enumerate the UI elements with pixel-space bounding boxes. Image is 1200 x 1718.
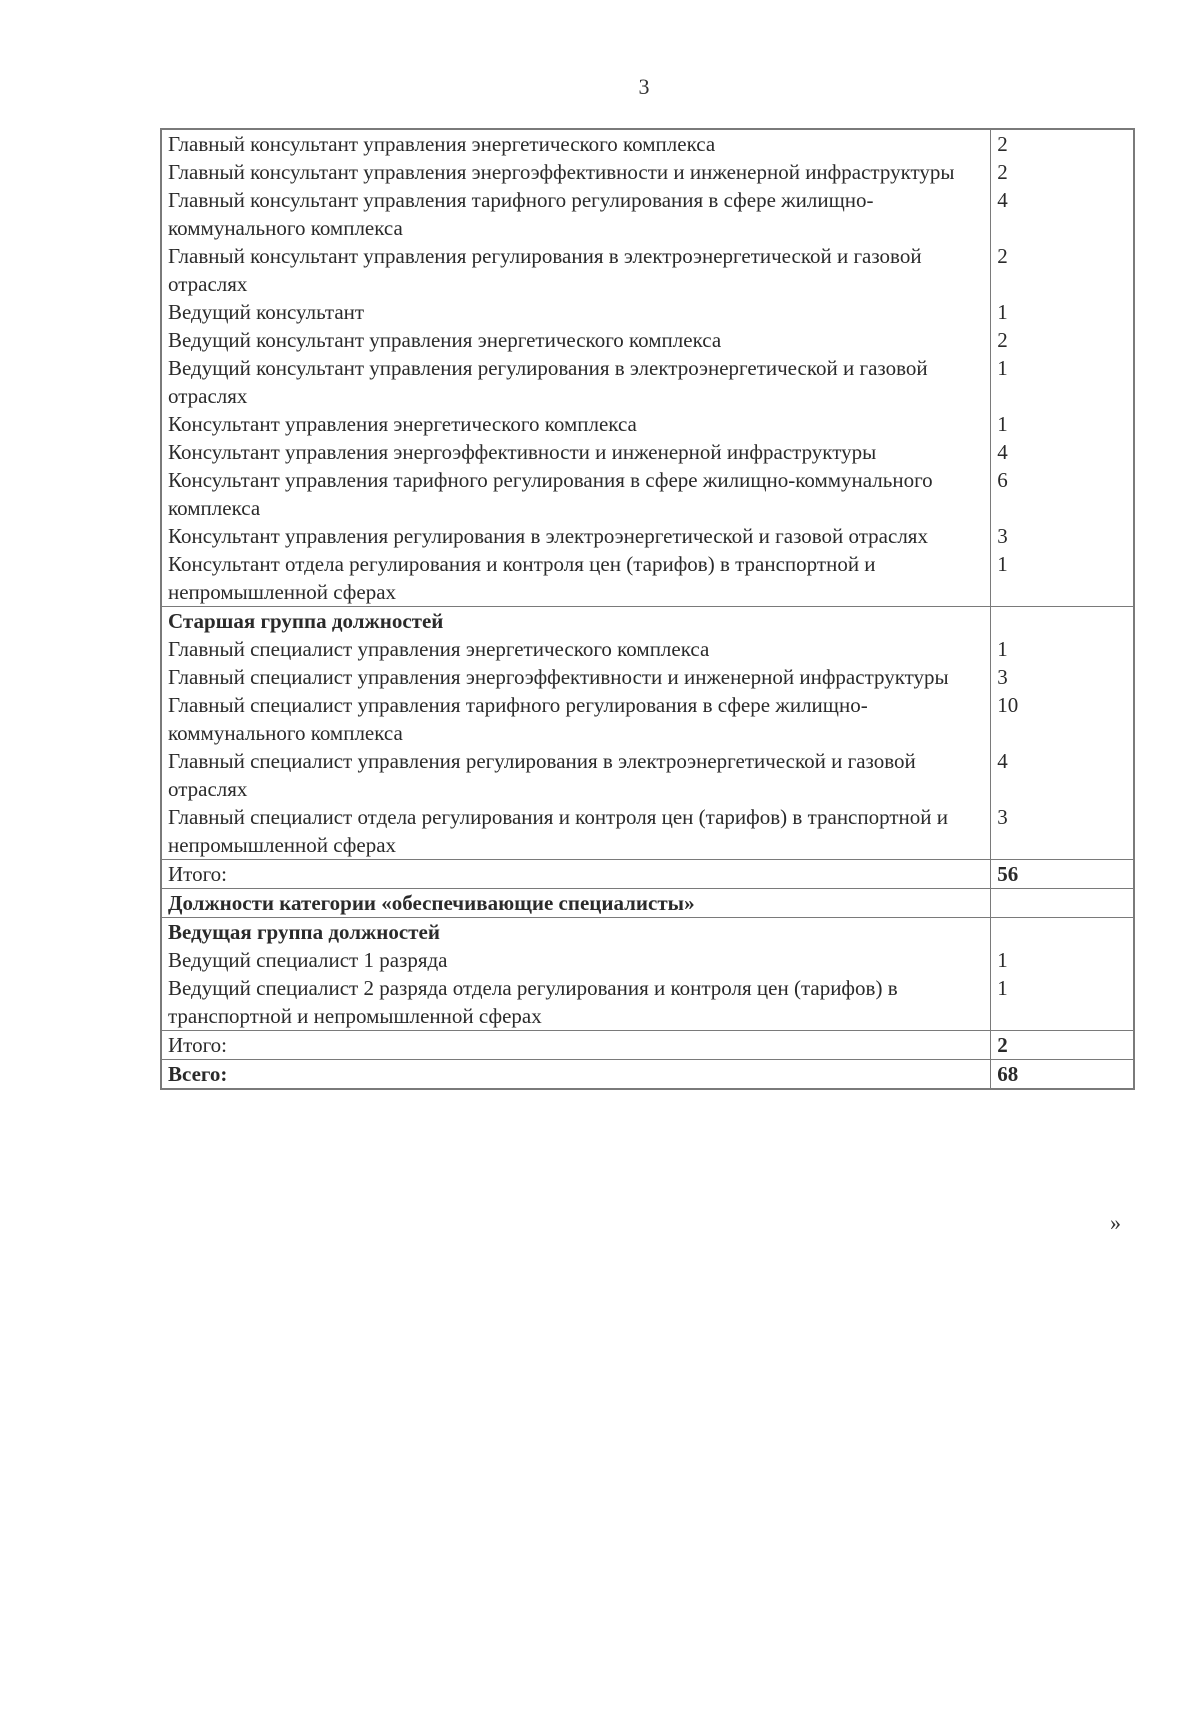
table-row	[161, 354, 1134, 410]
group-header-row	[161, 607, 1134, 636]
subtotal-row	[161, 860, 1134, 889]
position-count: 1	[997, 412, 1008, 436]
category-header: Должности категории «обеспечивающие специалисты»	[161, 889, 991, 918]
grand-total-label: Всего:	[161, 1060, 991, 1090]
position-name: Консультант управления энергоэффективности и инженерной инфраструктуры	[161, 438, 991, 466]
group-header-row	[161, 918, 1134, 947]
position-name: Главный консультант управления энергетического комплекса	[161, 129, 991, 158]
subtotal-value: 56	[991, 860, 1134, 889]
table-row	[161, 466, 1134, 522]
subtotal-label: Итого:	[161, 1031, 991, 1060]
position-count: 2	[997, 244, 1008, 268]
position-count: 4	[997, 188, 1008, 212]
position-name: Главный консультант управления регулирования в электроэнергетической и газовой отраслях	[161, 242, 991, 298]
table-row	[161, 663, 1134, 691]
subtotal-row	[161, 1031, 1134, 1060]
position-name: Главный специалист управления тарифного регулирования в сфере жилищно-коммунального комплекса	[161, 691, 991, 747]
position-name: Главный специалист отдела регулирования и контроля цен (тарифов) в транспортной и непромышленной сферах	[161, 803, 991, 860]
table-row	[161, 326, 1134, 354]
closing-quote: »	[1110, 1210, 1121, 1235]
position-count: 3	[997, 524, 1008, 548]
table-row	[161, 186, 1134, 242]
position-name: Главный специалист управления регулирования в электроэнергетической и газовой отраслях	[161, 747, 991, 803]
position-count: 2	[997, 328, 1008, 352]
position-count: 1	[997, 356, 1008, 380]
table-row	[161, 803, 1134, 860]
position-count: 4	[997, 440, 1008, 464]
position-count: 10	[997, 693, 1019, 717]
table-row	[161, 129, 1134, 158]
position-count: 4	[997, 749, 1008, 773]
staff-positions-table	[160, 128, 1135, 1090]
position-count: 1	[997, 948, 1008, 972]
position-name: Главный специалист управления энергетического комплекса	[161, 635, 991, 663]
position-name: Главный консультант управления тарифного регулирования в сфере жилищно-коммунального комплекса	[161, 186, 991, 242]
position-name: Консультант отдела регулирования и контроля цен (тарифов) в транспортной и непромышленной сферах	[161, 550, 991, 607]
group-header: Старшая группа должностей	[161, 607, 991, 636]
table-row	[161, 298, 1134, 326]
position-name: Главный консультант управления энергоэффективности и инженерной инфраструктуры	[161, 158, 991, 186]
table-row	[161, 550, 1134, 607]
position-name: Ведущий специалист 2 разряда отдела регулирования и контроля цен (тарифов) в транспортной и непромышленной сферах	[161, 974, 991, 1031]
subtotal-value: 2	[991, 1031, 1134, 1060]
position-count: 3	[997, 805, 1008, 829]
grand-total-row	[161, 1060, 1134, 1090]
position-count: 1	[997, 637, 1008, 661]
table-row	[161, 410, 1134, 438]
subtotal-label: Итого:	[161, 860, 991, 889]
position-name: Консультант управления энергетического комплекса	[161, 410, 991, 438]
position-name: Ведущий консультант управления энергетического комплекса	[161, 326, 991, 354]
table-row	[161, 635, 1134, 663]
table-row	[161, 242, 1134, 298]
position-name: Ведущий консультант	[161, 298, 991, 326]
table-row	[161, 691, 1134, 747]
group-header-count	[991, 607, 1134, 636]
position-name: Консультант управления регулирования в электроэнергетической и газовой отраслях	[161, 522, 991, 550]
table-row	[161, 438, 1134, 466]
table-row	[161, 158, 1134, 186]
position-count: 3	[997, 665, 1008, 689]
table-row	[161, 974, 1134, 1031]
position-count: 2	[997, 160, 1008, 184]
position-name: Ведущий консультант управления регулирования в электроэнергетической и газовой отраслях	[161, 354, 991, 410]
group-header: Ведущая группа должностей	[161, 918, 991, 947]
group-header-count	[991, 918, 1134, 947]
category-header-count	[991, 889, 1134, 918]
table-row	[161, 747, 1134, 803]
table-row	[161, 522, 1134, 550]
position-count: 1	[997, 300, 1008, 324]
position-count: 6	[997, 468, 1008, 492]
grand-total-value: 68	[991, 1060, 1134, 1090]
page-number: 3	[638, 74, 650, 99]
position-count: 1	[997, 976, 1008, 1000]
category-header-row	[161, 889, 1134, 918]
position-name: Консультант управления тарифного регулирования в сфере жилищно-коммунального комплекса	[161, 466, 991, 522]
position-count: 2	[997, 132, 1008, 156]
position-name: Главный специалист управления энергоэффективности и инженерной инфраструктуры	[161, 663, 991, 691]
position-name: Ведущий специалист 1 разряда	[161, 946, 991, 974]
position-count: 1	[997, 552, 1008, 576]
table-row	[161, 946, 1134, 974]
